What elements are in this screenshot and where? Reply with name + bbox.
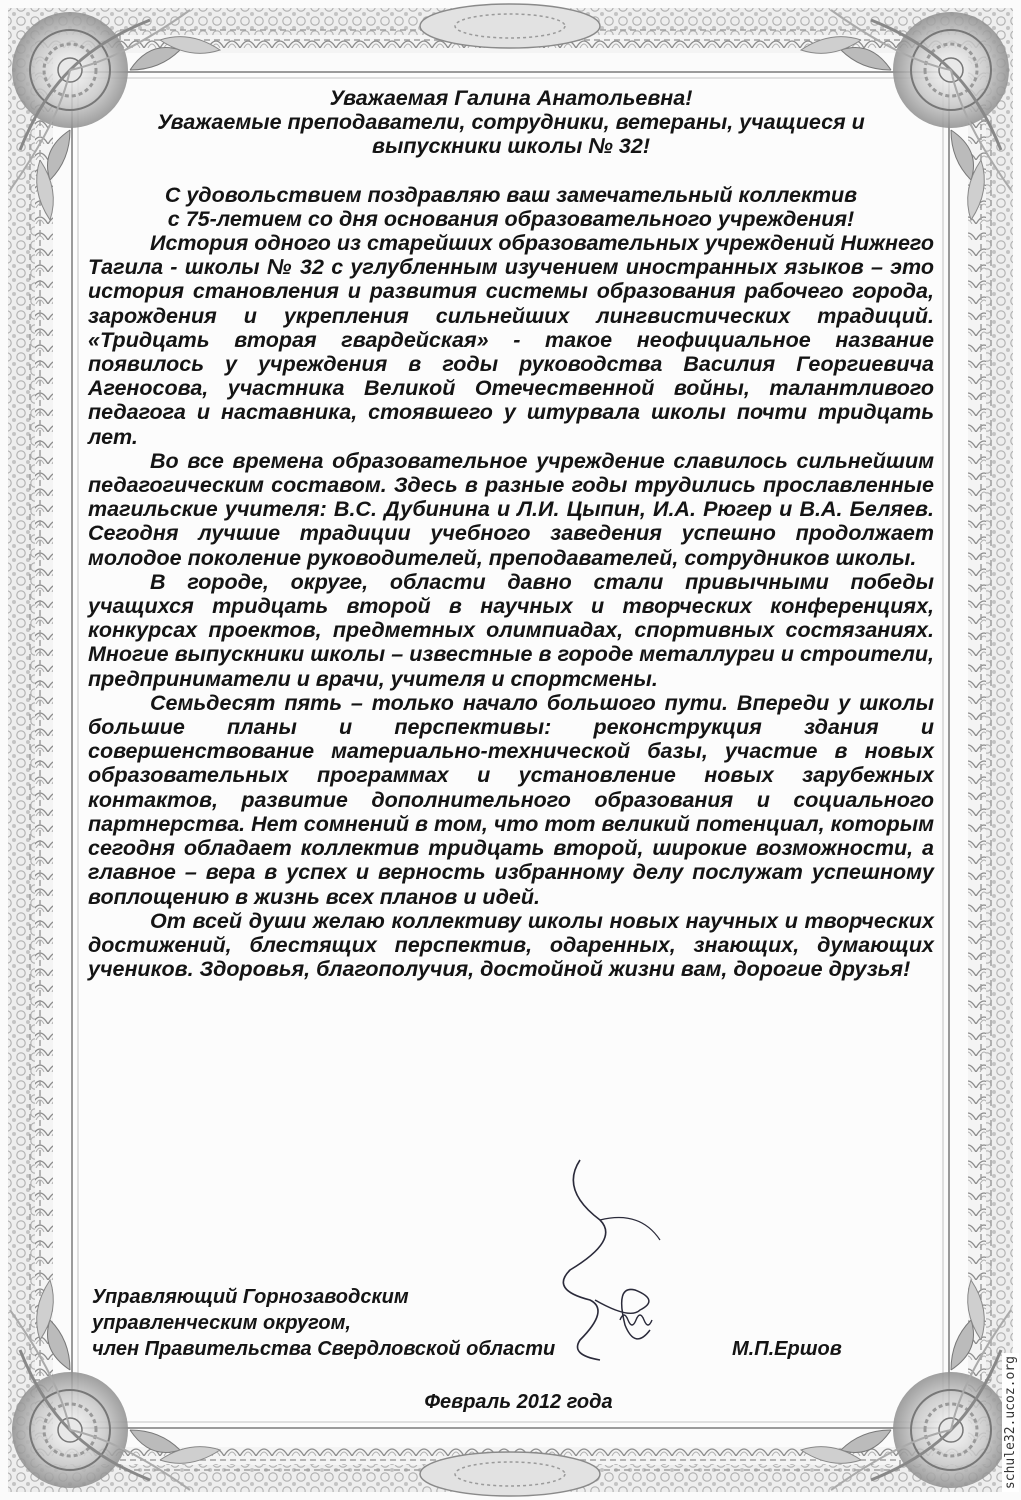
paragraph-future: Семьдесят пять – только начало большого пути. Впереди у школы большие планы и перспективы: реконструкция здания и совершенствование материально-технической базы, участие в новых образовательных программах и установление новых зарубежных контактов, развитие дополнительного образования и социального партнерства. Нет сомнений в том, что тот великий потенциал, которым сегодня обладает коллектив тридцать второй, широкие возможности, а главное – вера в успех и верность избранному делу послужат успешному воплощению в жизнь всех планов и идей.	[88, 690, 934, 909]
letter-date: Февраль 2012 года	[424, 1391, 613, 1413]
congrats-line-1: С удовольствием поздравляю ваш замечательный коллектив	[164, 182, 858, 207]
paragraph-history: История одного из старейших образовательных учреждений Нижнего Тагила - школы № 32 с углубленным изучением иностранных языков – это история становления и развития системы образования рабочего города, зарождения и укрепления сильнейших лингвистических традиций. «Тридцать вторая гвардейская» - такое неофициальное название появилось у учреждения в годы руководства Василия Георгиевича Агеносова, участника Великой Отечественной войны, талантливого педагога и наставника, стоявшего у штурвала школы почти тридцать лет.	[88, 231, 934, 449]
congrats-line-2: с 75-летием со дня основания образовательного учреждения!	[167, 206, 855, 231]
greeting-line-3: выпускники школы № 32!	[372, 134, 650, 159]
congrats-block	[88, 183, 934, 231]
signatory-title-line-1: Управляющий Горнозаводским	[92, 1286, 409, 1308]
paragraph-teachers: Во все времена образовательное учреждение славилось сильнейшим педагогическим составом. Здесь в разные годы трудились прославленные тагильские учителя: В.С. Дубинина и Л.И. Цыпин, И.А. Рюгер и В.А. Беляев. Сегодня лучшие традиции учебного заведения успешно продолжает молодое поколение руководителей, преподавателей, сотрудников школы.	[88, 448, 934, 570]
greeting-block	[88, 86, 934, 159]
paragraph-achievements: В городе, округе, области давно стали привычными победы учащихся тридцать второй в научных и творческих конференциях, конкурсах проектов, предметных олимпиадах, спортивных состязаниях. Многие выпускники школы – известные в городе металлурги и строители, предприниматели и врачи, учителя и спортсмены.	[88, 569, 934, 691]
greeting-line-1: Уважаемая Галина Анатольевна!	[329, 86, 693, 110]
greeting-line-2: Уважаемые преподаватели, сотрудники, ветераны, учащиеся и	[157, 110, 865, 135]
site-watermark: schule32.ucoz.org	[1002, 1353, 1019, 1492]
signatory-title-line-3: член Правительства Свердловской области	[92, 1338, 556, 1360]
signatory-title-line-2: управленческим округом,	[92, 1312, 351, 1334]
letter-body	[88, 86, 934, 981]
paragraph-wishes: От всей души желаю коллективу школы новых научных и творческих достижений, блестящих перспектив, одаренных, знающих, думающих учеников. Здоровья, благополучия, достойной жизни вам, дорогие друзья!	[88, 908, 934, 982]
spacer	[88, 159, 934, 183]
signatory-name: М.П.Ершов	[732, 1338, 842, 1360]
